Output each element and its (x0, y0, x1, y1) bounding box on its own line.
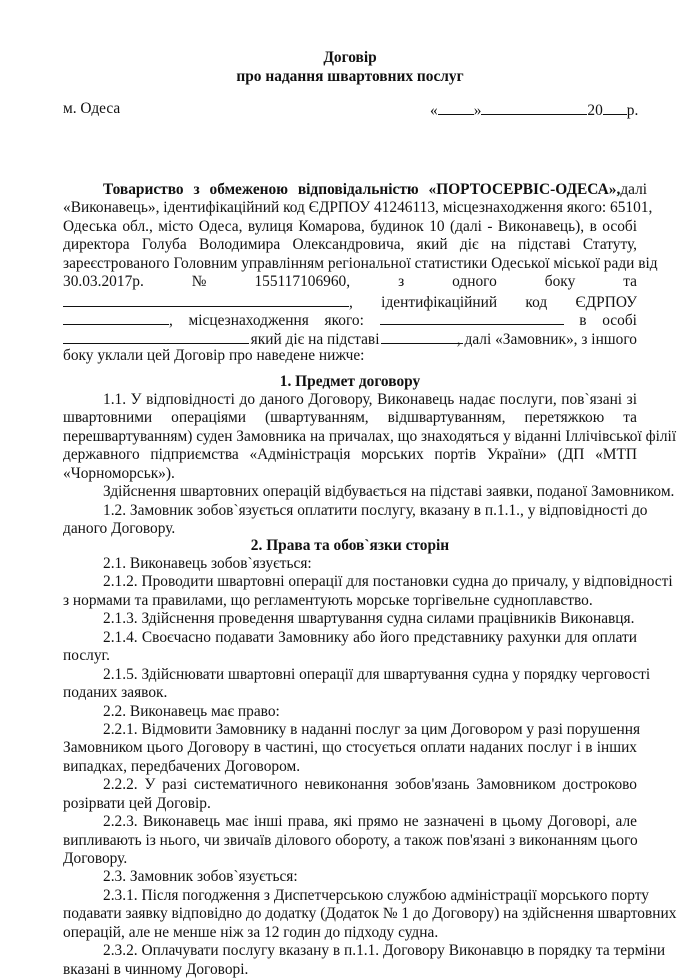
preamble-line: «Виконавець», ідентифікаційний код ЄДРПОУ 41246113, місцезнаходження якого: 65101, (63, 199, 653, 217)
document-title: Договір (323, 49, 377, 66)
preamble-closing: боку уклали цей Договір про наведене нижче: (63, 346, 365, 364)
clause-2-3-1: подавати заявку відповідно до додатку (Додаток № 1 до Договору) на здійснення швартовних (63, 905, 677, 923)
clause-1-1: державного підприємства «Адміністрація морських портів України» (ДП «МТП (63, 446, 637, 464)
preamble-word: одного (452, 273, 497, 291)
clause-2-2-3: випливають із нього, чи звичаїв ділового обороту, а також пов'язані з виконанням цього (63, 831, 638, 849)
customer-address-blank[interactable] (380, 310, 564, 325)
preamble-text: який діє на підставі (250, 330, 380, 348)
date-open-quote: « (430, 102, 438, 119)
preamble-word: боку (544, 273, 576, 291)
preamble-line: Одеська обл., місто Одеса, вулиця Комарова, будинок 10 (далі - Виконавець), в особі (63, 217, 637, 235)
customer-address-line (63, 310, 637, 328)
clause-2-2-1: Замовником цього Договору в частині, що стосується оплати наданих послуг і в інших (63, 739, 637, 757)
clause-1-2: даного Договору. (63, 520, 176, 538)
clause-1-1: швартовними операціями (швартуванням, відшвартуванням, перетяжкою та (63, 409, 637, 427)
date-close-quote: » (473, 102, 482, 119)
section-1-heading: 1. Предмет договору (279, 373, 421, 390)
day-blank[interactable] (438, 100, 474, 115)
customer-representative-blank[interactable] (63, 329, 249, 344)
preamble-line-1 (63, 181, 648, 199)
preamble-line: директора Голуба Володимира Олександровича, який діє на підставі Статуту, (63, 236, 637, 254)
year-blank[interactable] (603, 100, 627, 115)
clause-2-2-3: 2.2.3. Виконавець має інші права, які прямо не зазначені в цьому Договорі, але (103, 813, 637, 831)
clause-2-1-5: 2.1.5. Здійснювати швартовні операції для швартування судна у порядку черговості (103, 665, 651, 683)
registration-number: 155117106960, (254, 273, 351, 291)
preamble-word: в (579, 312, 587, 330)
section-2-heading: 2. Права та обов`язки сторін (250, 537, 450, 554)
clause-2-1-2: 2.1.2. Проводити швартовні операції для постановки судна до причалу, у відповідності (103, 573, 673, 591)
customer-edrpou-blank[interactable] (63, 310, 169, 325)
clause-2-1: 2.1. Виконавець зобов`язується: (103, 555, 312, 572)
clause-2-1-2: з нормами та правилами, що регламентують морське торгівельне судноплавство. (63, 591, 593, 609)
clause-2-2-1: 2.2.1. Відмовити Замовнику в наданні послуг за цим Договором у разі порушення (103, 720, 641, 738)
company-name: Товариство з обмеженою відповідальністю «ПОРТОСЕРВІС-ОДЕСА», (103, 181, 621, 198)
number-sign: № (191, 273, 207, 291)
clause-2-2-3: Договору. (63, 850, 128, 867)
clause-1-2: 1.2. Замовник зобов`язується оплатити послугу, вказану в п.1.1., у відповідності до (103, 501, 648, 519)
contract-date (430, 100, 638, 120)
year-prefix: 20 (587, 102, 603, 119)
clause-requests: Здійснення швартовних операцій відбувається на підставі заявки, поданої Замовником. (103, 483, 675, 501)
customer-name-line (63, 292, 637, 310)
clause-1-1: перешвартуванням) суден Замовника на причалах, що знаходяться у віданні Іллічівської філії (63, 427, 677, 445)
clause-2-1-5: поданих заявок. (63, 684, 168, 702)
place-date-line (63, 100, 637, 119)
preamble-text: , далі «Замовник», з іншого (456, 330, 637, 348)
clause-2-3: 2.3. Замовник зобов`язується: (103, 868, 298, 886)
clause-2-3-1: операцій, але не менше ніж за 12 годин до підходу судна. (63, 923, 439, 941)
section-1-body (63, 391, 677, 539)
preamble-text: далі (620, 181, 648, 198)
year-suffix: р. (626, 102, 639, 119)
registration-date: 30.03.2017р. (63, 273, 144, 291)
preamble-word: особі (602, 312, 637, 330)
preamble-word: код (525, 293, 548, 311)
month-blank[interactable] (481, 100, 587, 115)
comma: , (169, 312, 173, 330)
clause-2-2-1: випадках, передбачених Договором. (63, 757, 301, 775)
clause-2-2-2: розірвати цей Договір. (63, 794, 211, 812)
customer-basis-blank[interactable] (381, 329, 463, 344)
section-2-body (63, 555, 677, 979)
preamble-word: з (398, 273, 405, 291)
clause-2-1-3: 2.1.3. Здійснення проведення швартування судна силами працівників Виконавця. (103, 610, 635, 628)
preamble-word: якого: (324, 312, 364, 330)
registration-line (63, 273, 637, 291)
clause-2-3-2: вказані в чинному Договорі. (63, 960, 249, 978)
document-subtitle: про надання швартовних послуг (236, 68, 464, 85)
clause-1-1: «Чорноморськ»). (63, 464, 175, 482)
customer-basis-line (63, 329, 637, 347)
clause-2-2-2: 2.2.2. У разі систематичного невиконання зобов'язань Замовником достроково (103, 776, 637, 794)
clause-2-3-1: 2.3.1. Після погодження з Диспетчерською службою адміністрації морського порту (103, 886, 649, 904)
city: м. Одеса (63, 100, 121, 117)
preamble-word: та (623, 273, 637, 291)
preamble-word: місцезнаходження (188, 312, 309, 330)
preamble-word: ідентифікаційний (381, 293, 498, 311)
preamble-line: зареєстрованого Головним управлінням регіональної статистики Одеської міської ради від (63, 254, 658, 272)
preamble (63, 181, 658, 365)
clause-1-1: 1.1. У відповідності до даного Договору, Виконавець надає послуги, пов`язані зі (103, 391, 637, 408)
clause-2-1-4: 2.1.4. Своєчасно подавати Замовнику або його представнику рахунки для оплати (103, 628, 637, 646)
clause-2-1-4: послуг. (63, 647, 110, 665)
customer-name-blank[interactable] (63, 292, 349, 307)
comma: , (349, 293, 353, 311)
clause-2-3-2: 2.3.2. Оплачувати послугу вказану в п.1.1. Договору Виконавцю в порядку та терміни (103, 942, 666, 960)
preamble-word: ЄДРПОУ (575, 293, 637, 311)
clause-2-2: 2.2. Виконавець має право: (103, 702, 280, 720)
